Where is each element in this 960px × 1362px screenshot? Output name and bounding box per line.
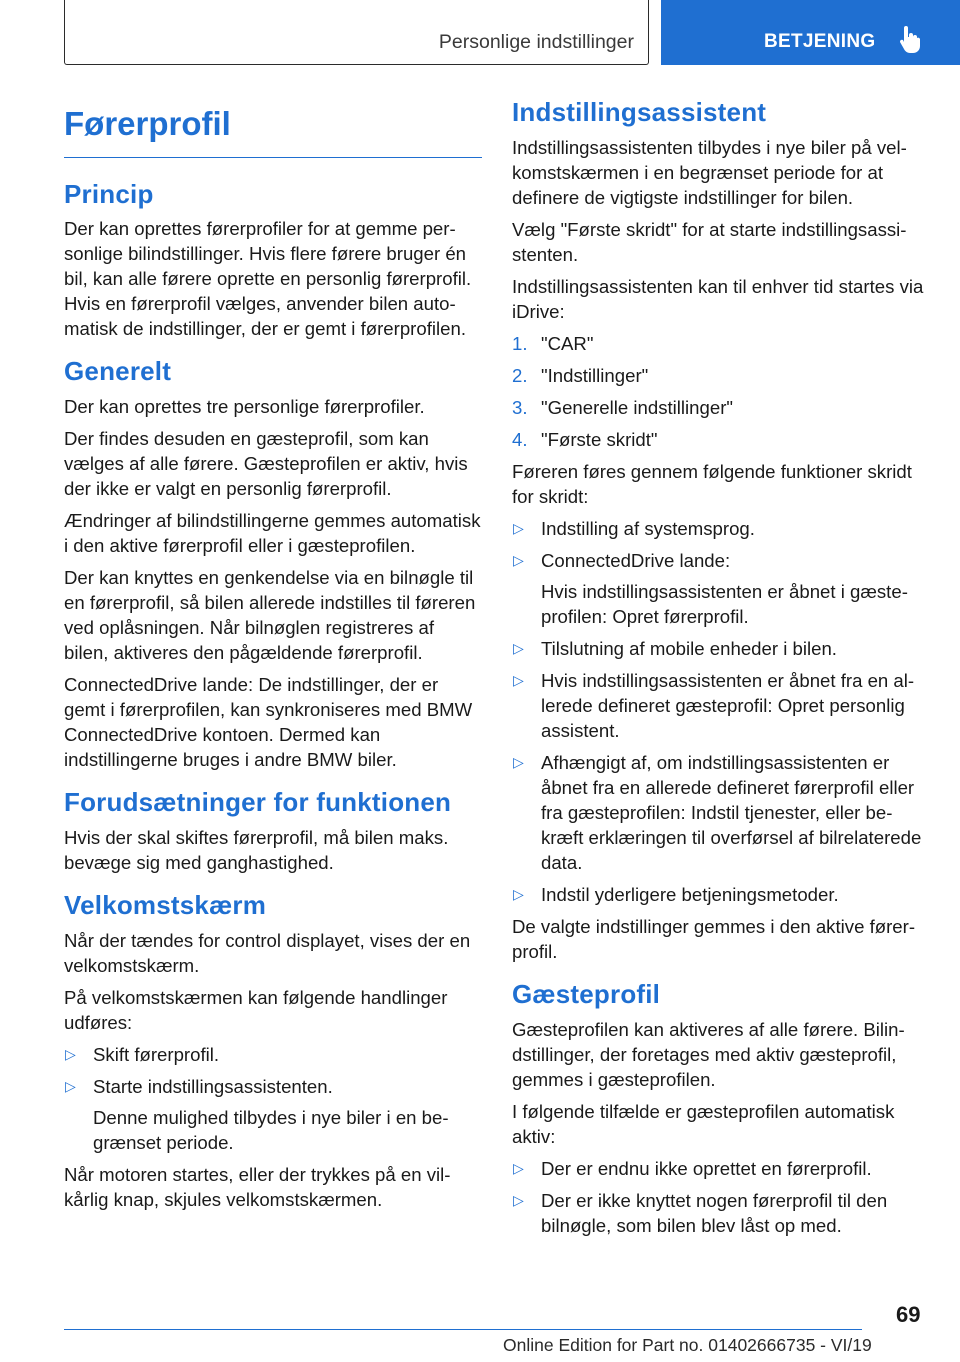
header-section-box [64, 0, 649, 65]
list-item: ▷ Starte indstillingsassistenten. Denne mulighed tilbydes i nye biler i en begrænset periode. [64, 1074, 482, 1155]
list-item: ▷ Tilslutning af mobile enheder i bilen. [513, 637, 837, 659]
footer-divider [64, 1329, 862, 1330]
heading-indstillingsassistent: Indstillingsassistent [512, 97, 767, 127]
list-item: ▷ Skift førerprofil. [65, 1044, 220, 1066]
paragraph: Gæsteprofilen kan aktiveres af alle førere. Bilindstillinger, der foretages med aktiv gæsteprofil, gemmes i gæsteprofilen. [512, 1018, 905, 1090]
page-title: Førerprofil [64, 105, 231, 142]
list-item: ▷ ConnectedDrive lande: Hvis indstillingsassistenten er åbnet i gæsteprofilen: Opret førerprofil. [512, 548, 926, 629]
header-chapter-title: BETJENING [764, 31, 876, 52]
heading-velkomstskaerm: Velkomstskærm [64, 890, 267, 921]
hand-pointer-icon [898, 26, 922, 54]
triangle-bullet-icon: ▷ [65, 1078, 76, 1095]
section-velkomstskaerm [64, 891, 482, 1212]
list-item: 3. "Generelle indstillinger" [512, 396, 734, 418]
bullet-list [512, 516, 926, 907]
paragraph: Der kan knyttes en genkendelse via en bilnøgle til en førerprofil, så bilen allerede indstilles til føreren ved oplåsningen. Når bilnøglen registreres af bilen, aktiveres den pågældende førerprofil. [64, 567, 476, 664]
list-item: ▷ Indstil yderligere betjeningsmetoder. [513, 883, 839, 905]
triangle-bullet-icon: ▷ [513, 519, 524, 536]
heading-forudsaetninger: Forudsætninger for funktionen [64, 787, 452, 818]
paragraph: Føreren føres gennem følgende funktioner skridt for skridt: [512, 460, 912, 507]
section-indstillingsassistent [512, 98, 926, 964]
paragraph: Der findes desuden en gæsteprofil, som kan vælges af alle førere. Gæsteprofilen er aktiv, hvis der ikke er valgt en personlig førerprofil. [64, 428, 468, 500]
list-item: 4. "Første skridt" [512, 428, 658, 450]
header-chapter-tab [661, 0, 960, 65]
paragraph: I følgende tilfælde er gæsteprofilen automatisk aktiv: [512, 1100, 895, 1147]
paragraph: ConnectedDrive lande: De indstillinger, der er gemt i førerprofilen, kan synkroniseres med BMW ConnectedDrive kontoen. Dermed kan indstillingerne bruges i andre BMW biler. [64, 674, 473, 771]
heading-generelt: Generelt [64, 356, 172, 387]
header-section-title: Personlige indstillinger [438, 31, 634, 53]
heading-gaesteprofil: Gæsteprofil [512, 978, 661, 1009]
footer-edition: Online Edition for Part no. 01402666735 - VI/19 [503, 1335, 872, 1355]
left-column [64, 98, 482, 1228]
paragraph: Når motoren startes, eller der trykkes på en vilkårlig knap, skjules velkomstskærmen. [64, 1164, 451, 1211]
bullet-list [64, 1042, 482, 1155]
section-princip [64, 180, 482, 342]
triangle-bullet-icon: ▷ [513, 1159, 524, 1176]
right-column [512, 98, 926, 1254]
bullet-list [512, 1156, 926, 1238]
triangle-bullet-icon: ▷ [513, 753, 524, 770]
heading-princip: Princip [64, 178, 154, 209]
list-item-note: Hvis indstillingsassistenten er åbnet i gæsteprofilen: Opret førerprofil. [541, 580, 908, 627]
paragraph: Der kan oprettes førerprofiler for at gemme personlige bilindstillinger. Hvis flere førere bruger én bil, kan alle førere oprette en personlig førerprofil. Hvis en førerprofil vælges, anvender bilen automatisk de indstillinger, der er gemt i førerprofilen. [64, 218, 472, 340]
paragraph: Når der tændes for control displayet, vises der en velkomstskærm. [64, 930, 471, 977]
paragraph: Hvis der skal skiftes førerprofil, må bilen maks. bevæge sig med ganghastighed. [64, 827, 449, 874]
triangle-bullet-icon: ▷ [513, 671, 524, 688]
paragraph: Der kan oprettes tre personlige førerprofiler. [64, 396, 425, 418]
numbered-list [512, 331, 926, 452]
triangle-bullet-icon: ▷ [513, 1191, 524, 1208]
list-item: ▷ Indstilling af systemsprog. [513, 517, 755, 539]
triangle-bullet-icon: ▷ [513, 639, 524, 656]
list-item: ▷ Afhængigt af, om indstillingsassistenten er åbnet fra en allerede defineret førerprofil eller fra gæsteprofilen: Indstil tjenester, eller bekræft erklæringen til overførsel af bilrelaterede data. [513, 751, 922, 873]
paragraph: Ændringer af bilindstillingerne gemmes automatisk i den aktive førerprofil eller i gæsteprofilen. [64, 510, 481, 557]
paragraph: Indstillingsassistenten kan til enhver tid startes via iDrive: [512, 275, 924, 322]
list-item: 2. "Indstillinger" [512, 364, 649, 386]
title-divider [64, 157, 482, 158]
section-forudsaetninger [64, 788, 482, 875]
paragraph: De valgte indstillinger gemmes i den aktive førerprofil. [512, 915, 916, 962]
page-number: 69 [896, 1302, 921, 1327]
list-item: ▷ Hvis indstillingsassistenten er åbnet fra en allerede defineret gæsteprofil: Opret personlig assistent. [513, 669, 915, 741]
list-item-note: Denne mulighed tilbydes i nye biler i en begrænset periode. [93, 1107, 449, 1154]
section-gaesteprofil [512, 980, 926, 1238]
paragraph: Indstillingsassistenten tilbydes i nye biler på velkomstskærmen i en begrænset periode for at definere de vigtigste indstillinger for bilen. [512, 136, 907, 208]
triangle-bullet-icon: ▷ [65, 1046, 76, 1063]
triangle-bullet-icon: ▷ [513, 885, 524, 902]
triangle-bullet-icon: ▷ [513, 551, 524, 568]
list-item: ▷ Der er endnu ikke oprettet en førerprofil. [513, 1157, 872, 1179]
list-item: 1. "CAR" [512, 332, 594, 354]
section-generelt [64, 357, 482, 772]
paragraph: Vælg "Første skridt" for at starte indstillingsassistenten. [512, 218, 907, 265]
list-item: ▷ Der er ikke knyttet nogen førerprofil til den bilnøgle, som bilen blev låst op med. [513, 1189, 888, 1236]
paragraph: På velkomstskærmen kan følgende handlinger udføres: [64, 987, 448, 1034]
